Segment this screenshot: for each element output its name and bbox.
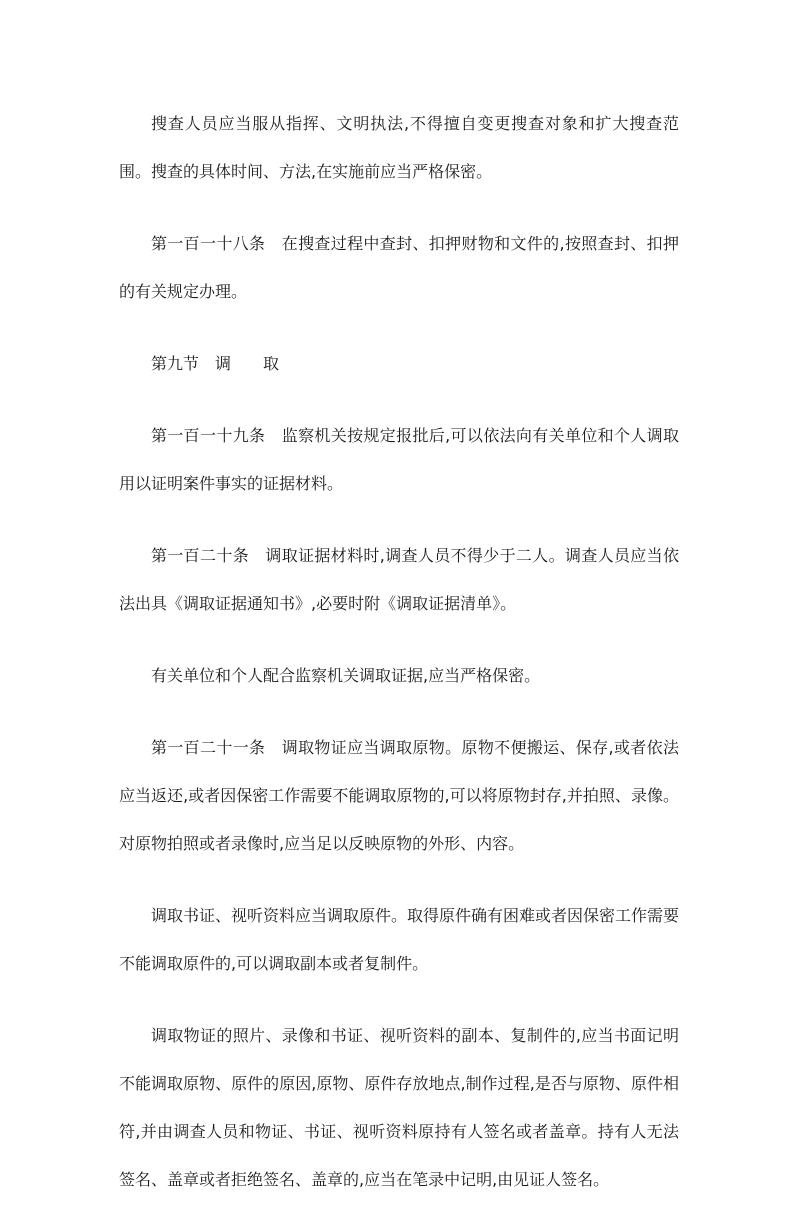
- paragraph-article-121: 第一百二十一条 调取物证应当调取原物。原物不便搬运、保存,或者依法应当返还,或者因保密工作需要不能调取原物的,可以将原物封存,并拍照、录像。对原物拍照或者录像时,应当足以反映原物的外形、内容。: [119, 738, 679, 853]
- paragraph-article-119: 第一百一十九条 监察机关按规定报批后,可以依法向有关单位和个人调取用以证明案件事实的证据材料。: [119, 426, 679, 493]
- paragraph-search-confidentiality: 搜查人员应当服从指挥、文明执法,不得擅自变更搜查对象和扩大搜查范围。搜查的具体时间、方法,在实施前应当严格保密。: [119, 114, 679, 181]
- paragraph-documentary-evidence: 调取书证、视听资料应当调取原件。取得原件确有困难或者因保密工作需要不能调取原件的,可以调取副本或者复制件。: [119, 906, 680, 973]
- paragraph-article-118: 第一百一十八条 在搜查过程中查封、扣押财物和文件的,按照查封、扣押的有关规定办理。: [119, 234, 679, 301]
- paragraph-cooperation-confidentiality: 有关单位和个人配合监察机关调取证据,应当严格保密。: [151, 666, 541, 685]
- section-heading-9: 第九节 调 取: [151, 354, 280, 373]
- paragraph-article-120: 第一百二十条 调取证据材料时,调查人员不得少于二人。调查人员应当依法出具《调取证据通知书》,必要时附《调取证据清单》。: [119, 546, 679, 613]
- paragraph-copies-recording: 调取物证的照片、录像和书证、视听资料的副本、复制件的,应当书面记明不能调取原物、原件的原因,原物、原件存放地点,制作过程,是否与原物、原件相符,并由调查人员和物证、书证、视听资料原持有人签名或者盖章。持有人无法签名、盖章或者拒绝签名、盖章的,应当在笔录中记明,由见证人签名。: [119, 1026, 679, 1189]
- document-body: [119, 100, 679, 1228]
